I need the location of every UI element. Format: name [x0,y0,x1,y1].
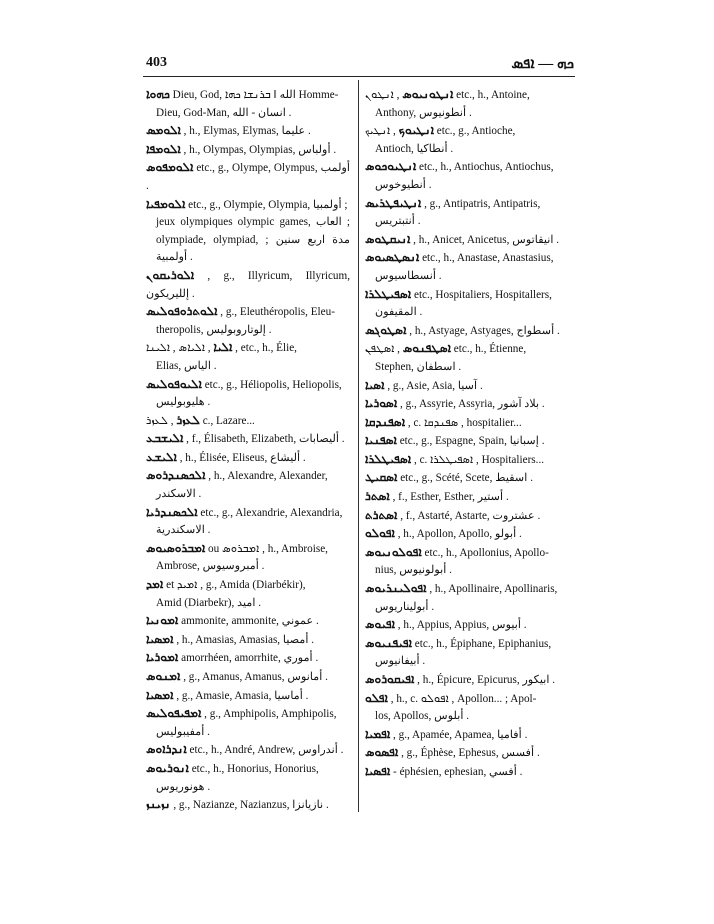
dictionary-entry [365,231,573,250]
dictionary-entry [365,671,573,690]
dictionary-entry [146,449,350,468]
entry-headword: ܐܢܛܝܘܟܘܣ [365,159,417,174]
entry-headword: ܐܠܝܫܒܥ [146,431,184,446]
dictionary-entry [365,690,573,726]
entry-headword: ܐܣܛܘܓܣ [365,322,407,337]
dictionary-entry [146,303,350,339]
entry-definition: , g., Illyricum, Illyricum, إلليريكون . [146,269,350,300]
entry-headword: ܐܠܝܐ [213,340,233,355]
dictionary-entry [146,86,350,122]
entry-headword: ܐܠܘܡܦܐ [146,141,181,156]
dictionary-entry [146,504,350,540]
entry-continuation: المقيفون . [375,306,423,319]
entry-definition: , h., Astyage, Astyages, أسطواج . [409,324,560,337]
entry-headword: ܐܢܕܪܐܘܣ [146,742,187,757]
dictionary-entry [365,451,573,470]
entry-definition: , h., Apollon, Apollo, أبولو . [397,528,522,541]
entry-headword: ܐܣܦܢܕܩܐ [365,414,406,429]
column-divider [358,80,359,812]
entry-headword: ܐܠܘܬܪܘܦܘܠܝܣ [146,304,218,319]
dictionary-entry [146,612,350,631]
entry-headword: ܐܦܡܝܐ [365,726,391,741]
dictionary-entry [146,576,350,612]
dictionary-entry [146,540,350,576]
header-rule [143,76,575,77]
dictionary-entry [365,414,573,433]
entry-headword: ܐܦܘܠܝܢܪܝܘܣ [365,581,427,596]
entry-headword: ܐܣܦܝܛܠܪܐ [365,451,412,466]
dictionary-entry [365,122,573,158]
entry-continuation: الاسكندرية . [156,524,211,537]
entry-continuation: Amid (Diarbekr), اميد . [156,596,262,609]
entry-definition: , c. ܐܣܦܝܛܠܪܐ , Hospitaliers... [413,453,545,466]
dictionary-entry [365,249,573,285]
entry-continuation: أمفيبوليس . [156,725,210,738]
entry-headword: ܐܦܣܝܐ [365,763,391,778]
entry-definition: , f., Astarté, Astarte, عشتروت . [400,509,541,522]
entry-definition: , ܐܢܛܘܢ etc., h., Antoine, [365,89,530,101]
dictionary-entry [146,796,350,815]
entry-headword: ܐܦܘܠܘܢܝܘܣ [365,544,422,559]
entry-definition: etc., g., Héliopolis, Heliopolis, [204,378,342,391]
entry-headword: ܐܣܬܪ [365,489,390,504]
entry-headword: ܐܦܘܠܘ [365,526,395,541]
entry-definition: , f., Esther, Esther, أستير . [392,491,509,504]
running-head: ܟܗ — ܐܦܣ [511,56,574,72]
dictionary-entry [146,649,350,668]
entry-continuation: أنسطاسيوس . [375,269,442,282]
entry-definition: , g., Amasie, Amasia, أماسيا . [176,689,309,702]
entry-definition: - éphésien, ephesian, أفسي . [393,765,523,778]
dictionary-entry [146,267,350,303]
dictionary-entry [365,580,573,616]
entry-definition: , h., Apollinaire, Apollinaris, [429,583,558,596]
entry-continuation: Stephen, اسطفان . [375,360,462,373]
entry-definition: amorrhéen, amorrhite, أموري . [181,652,319,665]
entry-definition: , h., Anicet, Anicetus, انيقاتوس . [413,233,560,246]
entry-definition: etc., h., André, Andrew, أندراوس . [189,744,344,757]
dictionary-entry [146,196,350,267]
entry-continuation: theropolis, إلوتاروبوليس . [156,323,272,336]
entry-definition: , c. ܣܦܢܕܩܐ , hospitalier... [407,416,522,429]
entry-definition: , g., Apamée, Apamea, أفاميا . [393,728,528,741]
entry-definition: etc., g., Alexandrie, Alexandria, [200,506,343,519]
dictionary-entry [146,467,350,503]
entry-definition: , ܐܣܛܦܢ etc., h., Étienne, [365,343,527,356]
entry-definition: Dieu, God, الله ‖ ܒܪܢܫܐ ܟܗܐ Homme- [172,89,339,101]
entry-definition: ammonite, ammonite, عموني . [181,615,319,628]
entry-headword: ܟܗܘܐ [146,87,170,101]
entry-headword: ܐܦܣܘܣ [365,745,399,760]
entry-headword: ܐܣܦܝܛܠܪܐ [365,286,412,301]
dictionary-entry [365,286,573,322]
entry-headword: ܐܦܝܘܣ [365,617,395,632]
entry-headword: ܐܣܬܪܬ [365,507,398,522]
dictionary-entry [365,86,573,122]
dictionary-entry [365,432,573,451]
entry-headword: ܐܡܣܝܐ [146,631,174,646]
entry-headword: ܐܢܣܛܣܝܘܣ [365,250,420,265]
entry-definition: etc., h., Apollonius, Apollo- [424,546,549,559]
entry-definition: etc., Hospitaliers, Hospitallers, [413,288,552,301]
dictionary-entry [146,122,350,141]
entry-definition: etc., h., Antiochus, Antiochus, [419,161,554,174]
entry-continuation: Antioch, أنطاكيا . [375,142,454,155]
entry-headword: ܐܠܘܪܝܩܘܢ [146,267,195,282]
entry-continuation: nius, أبولونيوس . [375,564,452,577]
entry-definition: et ܐܡܝܕ , g., Amida (Diarbékir), [166,579,306,592]
entry-definition: , ܐܢܛܝܟ etc., g., Antioche, [365,125,516,138]
entry-headword: ܐܢܝܩܛܘܣ [365,231,411,246]
entry-definition: etc., h., Honorius, Honorius, [191,762,319,775]
entry-continuation: الاسكندر . [156,488,202,501]
entry-headword: ܐܢܛܝܘܟ [398,123,434,138]
dictionary-entry [365,763,573,782]
dictionary-entry [365,322,573,341]
dictionary-entry [146,141,350,160]
entry-definition: etc., g., Olympe, Olympus, أولمب . [146,162,351,192]
entry-definition: , g., Amanus, Amanus, أمانوس . [183,671,328,683]
entry-headword: ܐܢܛܘܢܝܘܣ [402,87,454,101]
entry-headword: ܐܠܟܣܢܕܪܝܐ [146,504,198,519]
dictionary-entry [365,488,573,507]
entry-continuation: هونوريوس . [156,780,211,793]
entry-headword: ܐܣܦܢܝܐ [365,433,397,448]
entry-headword: ܐܠܝܫܥ [146,449,177,464]
entry-continuation: أنتبتريس . [375,215,421,228]
entry-continuation: Dieu, God-Man, انسان - الله . [156,106,292,119]
entry-continuation: أنطيوخوس . [375,178,432,191]
entry-definition: etc., g., Olympie, Olympia, أولمبيا ; [188,198,348,211]
entry-headword: ܐܣܛܦܢܘܣ [402,341,451,356]
entry-headword: ܐܦܠܘ [365,690,388,705]
dictionary-entry [365,744,573,763]
entry-definition: ou ܐܡܒܪܘܣ , h., Ambroise, [208,542,328,555]
entry-definition: , h., Amasias, Amasias, أمصيا . [176,633,315,646]
entry-definition: etc., g., Scété, Scete, اسقيط . [400,472,533,485]
dictionary-entry [365,616,573,635]
dictionary-entry [146,376,350,412]
entry-headword: ܐܣܩܝܛ [365,470,398,485]
dictionary-entry [365,377,573,396]
entry-headword: ܐܡܘܢܝܐ [146,613,179,628]
entry-headword: ܐܣܘܪܝܐ [365,396,398,411]
dictionary-entry [365,544,573,580]
entry-headword: ܐܠܘܡܦܝܐ [146,196,186,211]
page-number: 403 [146,55,167,70]
entry-definition: , g., Asie, Asia, آسيا . [387,379,483,392]
left-column [146,86,350,815]
entry-definition: , g., Antipatris, Antipatris, [424,197,541,210]
entry-continuation: jeux olympiques olympic games, العاب ; olympiade, olympiad, مدة اربع سنين ; أولمبية . [156,216,351,264]
dictionary-entry [146,159,350,195]
entry-continuation: Ambrose, أمبروسيوس . [156,560,265,573]
entry-definition: , g., Assyrie, Assyria, بلاد آشور . [400,398,545,411]
dictionary-entry [146,741,350,760]
dictionary-entry [365,195,573,231]
entry-definition: , ܠܥܙܪ c., Lazare... [146,414,255,427]
dictionary-entry [365,507,573,526]
dictionary-entry [146,760,350,796]
entry-headword: ܐܠܝܘܦܘܠܝܣ [146,376,202,391]
entry-headword: ܐܡܦܝܦܘܠܝܣ [146,706,202,721]
dictionary-entry [365,340,573,376]
dictionary-entry [365,726,573,745]
entry-continuation: Elias, الياس . [156,359,217,372]
dictionary-entry [365,158,573,194]
entry-headword: ܐܣܝܐ [365,377,385,392]
entry-definition: etc., g., Espagne, Spain, إسبانيا . [399,435,545,448]
dictionary-entry [365,525,573,544]
entry-definition: etc., h., Épiphane, Epiphanius, [414,637,552,650]
entry-definition: , h., Épicure, Epicurus, ابيكور . [417,674,556,686]
entry-definition: , h., c. ܐܦܘܠܘ , Apollon... ; Apol- [390,692,537,705]
entry-definition: , g., Amphipolis, Amphipolis, [204,708,337,721]
entry-headword: ܐܦܝܩܘܪܘܣ [365,672,415,686]
entry-definition: , g., Eleuthéropolis, Eleu- [220,306,335,319]
entry-headword: ܐܡܢܘܣ [146,669,181,683]
dictionary-entry [365,395,573,414]
entry-headword: ܐܡܣܝܐ [146,687,174,702]
entry-headword: ܐܠܘܡܣ [146,123,181,138]
dictionary-entry [146,668,350,687]
entry-headword: ܐܦܝܦܢܝܘܣ [365,635,412,650]
dictionary-entry [365,469,573,488]
entry-continuation: أبيفانيوس . [375,655,426,668]
entry-headword: ܐܠܟܣܢܕܪܘܣ [146,468,206,483]
entry-definition: , h., Alexandre, Alexander, [208,470,328,483]
entry-headword: ܐܡܕ [146,577,164,592]
entry-headword: ܠܥܙܪ [176,412,200,427]
right-column [365,86,573,782]
entry-definition: , h., Élisée, Eliseus, أليشاع . [179,451,306,464]
entry-headword: ܢܙܝܢܙ [146,797,171,812]
entry-continuation: Anthony, أنطونيوس . [375,106,472,119]
dictionary-entry [146,631,350,650]
entry-headword: ܐܡܒܪܘܣܝܘܣ [146,540,206,555]
dictionary-entry [146,430,350,449]
entry-continuation: هليوبوليس . [156,396,211,409]
entry-headword: ܐܢܛܝܦܛܪܝܣ [365,195,422,210]
dictionary-entry [146,705,350,741]
entry-definition: , h., Olympas, Olympias, أولباس . [183,143,337,156]
entry-definition: , f., Élisabeth, Elizabeth, أليصابات . [186,433,345,446]
entry-continuation: أبوليناريوس . [375,600,435,613]
entry-definition: , h., Elymas, Elymas, عليما . [183,125,311,138]
dictionary-entry [365,635,573,671]
entry-definition: , g., Éphèse, Ephesus, أفسس . [401,747,540,760]
entry-headword: ܐܠܘܡܦܘܣ [146,160,194,175]
entry-definition: etc., h., Anastase, Anastasius, [422,252,554,265]
dictionary-entry [146,412,350,431]
entry-headword: ܐܡܘܪܝܐ [146,650,179,665]
dictionary-entry [146,687,350,706]
entry-definition: , h., Appius, Appius, أبيوس . [397,619,527,632]
entry-continuation: los, Apollos, أبلوس . [375,710,470,723]
entry-definition: , g., Nazianze, Nazianzus, نازيانزا . [173,799,329,812]
entry-headword: ܐܢܘܪܝܘܣ [146,760,189,775]
dictionary-entry [146,339,350,375]
entry-definition: , ܐܠܝܐܣ , ܐܠܝܢܐ , etc., h., Élie, [146,342,297,355]
